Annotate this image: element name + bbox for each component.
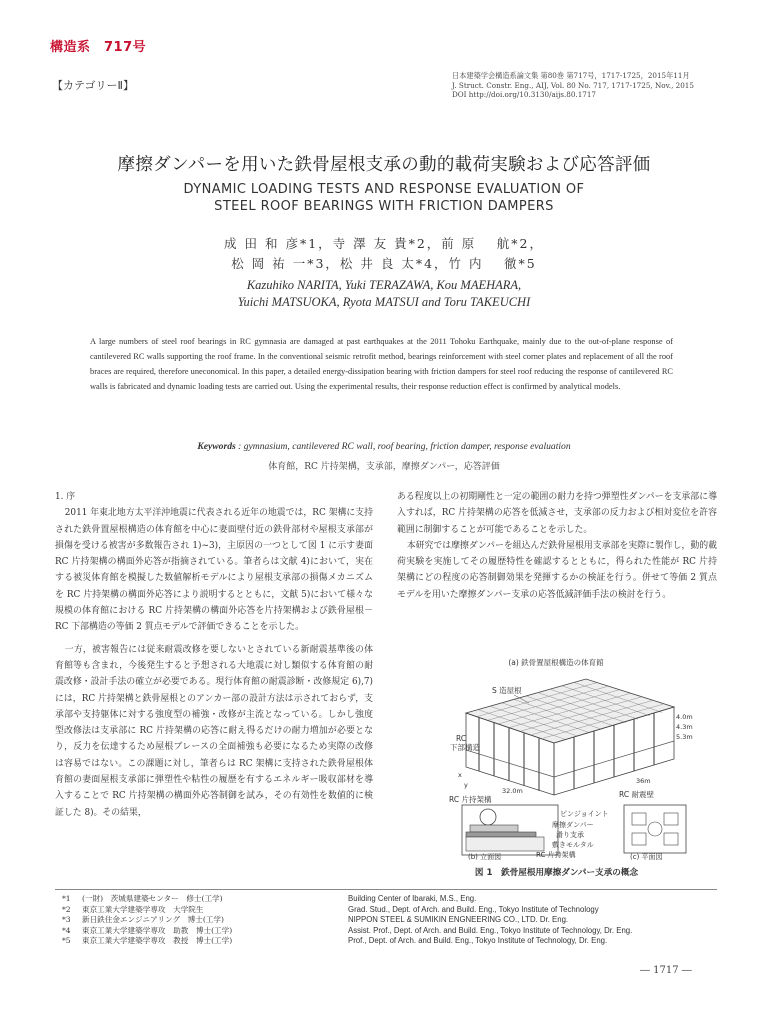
citation-block: [452, 71, 712, 100]
authors-english-line-2: Yuichi MATSUOKA, Ryota MATSUI and Toru TAKEUCHI: [237, 295, 531, 309]
footnote-mark: *1: [62, 894, 71, 903]
category-label: 【カテゴリーⅡ】: [52, 79, 134, 92]
friction-damper: [470, 825, 518, 832]
label-rc-cantilever: RC 片持架構: [449, 795, 492, 804]
footnote-mark: *3: [62, 915, 71, 925]
page-number: ― 1717 ―: [640, 965, 692, 976]
dim-36: 36m: [636, 777, 651, 785]
authors-english: [0, 277, 768, 311]
plan-frame: [624, 805, 686, 853]
footnotes-english: [348, 894, 718, 947]
section-heading: 1. 序: [55, 492, 76, 502]
citation-doi: DOI http://doi.org/10.3130/aijs.80.1717: [452, 90, 596, 100]
label-pin: ピンジョイント: [560, 810, 609, 818]
footnote-row: [62, 915, 332, 926]
citation-line-2: J. Struct. Constr. Eng., AIJ, Vol. 80 No. 717, 1717-1725, Nov., 2015: [452, 80, 694, 90]
label-slide: 滑り支承: [556, 831, 584, 839]
keywords-japanese: 体育館，RC 片持架構，支承部，摩擦ダンパー，応答評価: [268, 462, 500, 472]
panel-b-label: (b) 立面図: [468, 853, 502, 860]
mortar-base: [466, 837, 544, 851]
label-rc-frame: RC 片持架構: [536, 851, 576, 859]
axis-x: x: [458, 771, 462, 779]
authors-english-line-1: Kazuhiko NARITA, Yuki TERAZAWA, Kou MAEHARA,: [246, 278, 522, 292]
footnote-english: Assist. Prof., Dept. of Arch. and Build. Eng., Tokyo Institute of Technology, Dr. Eng.: [348, 925, 633, 935]
label-roof: S 造屋根: [492, 686, 522, 695]
figure-1: [404, 655, 709, 860]
authors-japanese-line-2: 松 岡 祐 一*3，松 井 良 太*4，竹 内 徹*5: [231, 256, 537, 271]
body-left-column: [55, 489, 373, 821]
footnote-english: Prof., Dept. of Arch. and Build. Eng., Tokyo Institute of Technology, Dr. Eng.: [348, 936, 608, 946]
footnote-english: Grad. Stud., Dept. of Arch. and Build. Eng., Tokyo Institute of Technology: [348, 904, 599, 914]
keywords-english: [0, 441, 768, 452]
footnote-text: 東京工業大学建築学専攻 助教 博士(工学): [82, 925, 233, 935]
footnote-mark: *5: [62, 936, 71, 946]
dim-5-3: 5.3m: [676, 733, 693, 741]
footnote-text: (一財) 茨城県建築センター 修士(工学): [82, 894, 223, 903]
footnote-english: Building Center of Ibaraki, M.S., Eng.: [348, 894, 477, 903]
title-japanese: 摩擦ダンパーを用いた鉄骨屋根支承の動的載荷実験および応答評価: [117, 155, 651, 175]
label-rc-wall: RC 耐震壁: [619, 790, 654, 799]
footnote-row: [62, 894, 332, 905]
footnote-row: [62, 926, 332, 937]
label-mortar: 敷きモルタル: [552, 841, 594, 849]
label-rc-lower-1: RC: [456, 734, 467, 743]
keywords-label: Keywords: [197, 441, 236, 452]
slide-bearing: [466, 832, 536, 837]
dim-32: 32.0m: [502, 787, 523, 795]
panel-c-label: (c) 平面図: [630, 853, 663, 860]
footnotes-japanese: [62, 894, 332, 947]
paragraph: 本研究では摩擦ダンパーを組込んだ鉄骨屋根用支承部を実際に製作し，動的載荷実験を実施してその履歴特性を確認するとともに，得られた性能が RC 片持架構にどの程度の応答制御効果を発揮するかの検証を行う。併せて等価 2 質点モデルを用いた摩擦ダンパー支承の応答低減評価手法の検討を行う。: [397, 540, 717, 600]
dim-4-3: 4.3m: [676, 723, 693, 731]
footnote-row: [62, 936, 332, 947]
footnote-text: 東京工業大学建築学専攻 大学院生: [82, 904, 204, 914]
footnote-english: NIPPON STEEL & SUMIKIN ENGNEERING CO., LTD. Dr. Eng.: [348, 915, 569, 925]
keywords-list: : gymnasium, cantilevered RC wall, roof bearing, friction damper, response evaluation: [235, 441, 571, 452]
label-rc-lower-2: 下部構造: [450, 743, 480, 752]
body-right-column: [397, 489, 717, 603]
footnote-text: 東京工業大学建築学専攻 教授 博士(工学): [82, 936, 233, 946]
pin-joint-icon: [480, 809, 496, 825]
panel-a-label: (a) 鉄骨置屋根構造の体育館: [508, 658, 604, 667]
paragraph: 2011 年東北地方太平洋沖地震に代表される近年の地震では，RC 架構に支持された鉄骨置屋根構造の体育館を中心に妻面壁付近の鉄骨部材や屋根支承部が損傷を受ける被害が多数報告され 1)~3)，主原因の一つとして図 1 に示す妻面 RC 片持架構の構面外応答が指摘されている。筆者らは文献 4)において，実在する被災体育館を模擬した数値解析モデルにより屋根支承部の損傷メカニズムを RC 片持架構の構面外応答により説明するとともに，文献 5)において様々な規模の体育館における RC 片持架構の構面外応答を片持架構および鉄骨屋根－RC 下部構造の等価 2 質点モデルで評価できることを示した。: [55, 508, 373, 633]
figure-caption: 図 1 鉄骨屋根用摩擦ダンパー支承の概念: [474, 868, 639, 878]
citation-line-1: 日本建築学会構造系論文集 第80巻 第717号，1717-1725，2015年11月: [452, 71, 690, 80]
figure-1-drawing: [404, 655, 709, 860]
abstract: A large numbers of steel roof bearings in RC gymnasia are damaged at past earthquakes at the 2011 Tohoku Earthquake, mainly due to the out-of-plane response of cantilevered RC walls supporting the roof frame. In the conventional seismic retrofit method, bearings reinforcement with steel corner plates and replacement of all the roof braces are required, therefore uneconomical. In this paper, a detailed energy-dissipation bearing with friction dampers for steel roof reducing the response of cantilevered RC walls is fabricated and dynamic loading tests are carried out. Using the experimental results, their response reduction effect is confirmed by analytical models.: [90, 337, 673, 391]
title-english-line-2: STEEL ROOF BEARINGS WITH FRICTION DAMPERS: [214, 199, 554, 214]
label-damper: 摩擦ダンパー: [552, 821, 594, 829]
title-english-line-1: DYNAMIC LOADING TESTS AND RESPONSE EVALUATION OF: [183, 182, 585, 197]
axis-y: y: [464, 781, 468, 789]
paragraph: ある程度以上の初期剛性と一定の範囲の耐力を持つ弾塑性ダンパーを支承部に導入すれば，RC 片持架構の応答を低減させ，支承部の反力および相対変位を許容範囲に制御することが可能であることを示した。: [397, 492, 717, 535]
title-english: [0, 181, 768, 215]
footnote-text: 新日鉄住金エンジニアリング 博士(工学): [82, 915, 224, 925]
footnote-mark: *4: [62, 925, 71, 935]
authors-japanese: [0, 234, 768, 274]
footnote-divider: [55, 889, 717, 890]
footnote-mark: *2: [62, 904, 71, 914]
journal-series: 構造系 717号: [50, 40, 147, 55]
dim-4-0: 4.0m: [676, 713, 693, 721]
paragraph: 一方，被害報告には従来耐震改修を要しないとされている新耐震基準後の体育館等も含まれ，今後発生すると予想される大地震に対し類似する体育館の耐震改修・設計手法の確立が必要である。現行体育館の耐震診断・改修規定 6),7)には，RC 片持架構と鉄骨屋根とのアンカー部の設計方法は示されておらず，支承部や支持躯体に対する強度型の補強・改修が主流となっている。しかし強度型改修法は支承部に RC 片持架構の応答に耐え得るだけの耐力増加が必要となり，反力を伝達するため屋根ブレースの全面補強も必要になるため実際の改修は容易ではない。この課題に対し，筆者らは RC 架構に支持された鉄骨屋根体育館の妻面屋根支承部に弾塑性や粘性の履歴を有するエネルギー吸収部材を導入することで RC 片持架構の構面外応答制御を試み，その有効性を数値的に検証した 8)。その結果，: [55, 644, 373, 818]
authors-japanese-line-1: 成 田 和 彦*1，寺 澤 友 貴*2，前 原 航*2，: [224, 236, 544, 251]
footnote-row: [62, 905, 332, 916]
